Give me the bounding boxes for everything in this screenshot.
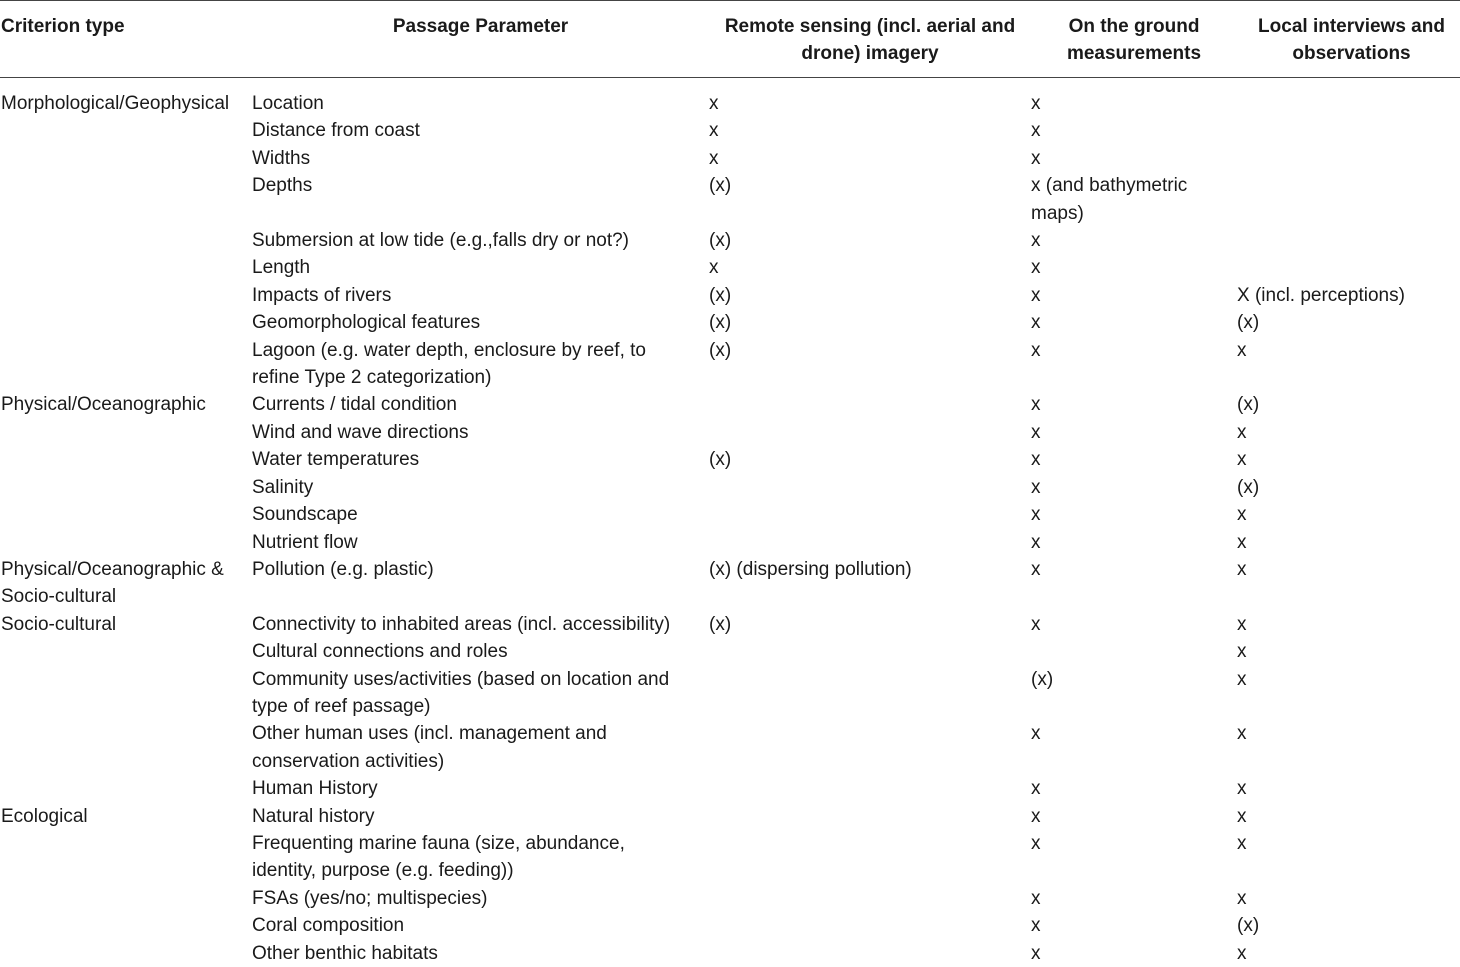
passage-parameter-cell: Water temperatures (252, 446, 709, 473)
criterion-type-cell (0, 254, 252, 281)
remote-sensing-cell (709, 419, 1031, 446)
local-interviews-cell: x (1237, 803, 1460, 830)
table-row (0, 830, 1460, 885)
criterion-type-cell (0, 337, 252, 392)
on-ground-cell: x (1031, 446, 1237, 473)
remote-sensing-cell: x (709, 117, 1031, 144)
on-ground-cell: x (1031, 309, 1237, 336)
on-ground-cell: x (1031, 720, 1237, 775)
passage-parameter-cell: Nutrient flow (252, 529, 709, 556)
criterion-type-cell: Morphological/Geophysical (0, 78, 252, 118)
criterion-type-cell (0, 117, 252, 144)
remote-sensing-cell: (x) (709, 337, 1031, 392)
table-header (0, 1, 1460, 78)
criterion-type-cell: Ecological (0, 803, 252, 830)
table-row (0, 803, 1460, 830)
criterion-type-cell: Socio-cultural (0, 611, 252, 638)
passage-parameter-cell: Location (252, 78, 709, 118)
remote-sensing-cell (709, 912, 1031, 939)
remote-sensing-cell: (x) (709, 282, 1031, 309)
table-row (0, 309, 1460, 336)
on-ground-cell: x (1031, 912, 1237, 939)
on-ground-cell: x (1031, 803, 1237, 830)
table-row (0, 501, 1460, 528)
passage-parameter-cell: Other benthic habitats (252, 940, 709, 967)
table-row (0, 145, 1460, 172)
on-ground-cell: x (1031, 254, 1237, 281)
table-row (0, 666, 1460, 721)
passage-parameter-cell: Connectivity to inhabited areas (incl. accessibility) (252, 611, 709, 638)
criterion-type-cell (0, 309, 252, 336)
local-interviews-cell (1237, 117, 1460, 144)
passage-parameter-cell: Frequenting marine fauna (size, abundance, identity, purpose (e.g. feeding)) (252, 830, 709, 885)
criterion-type-cell (0, 666, 252, 721)
table-row (0, 391, 1460, 418)
remote-sensing-cell (709, 720, 1031, 775)
table-row (0, 337, 1460, 392)
remote-sensing-cell (709, 529, 1031, 556)
criterion-type-cell (0, 501, 252, 528)
header-on-ground: On the ground measurements (1031, 1, 1237, 78)
header-passage-parameter: Passage Parameter (252, 1, 709, 78)
criterion-type-cell (0, 775, 252, 802)
local-interviews-cell: x (1237, 446, 1460, 473)
passage-parameter-cell: Geomorphological features (252, 309, 709, 336)
header-row (0, 1, 1460, 78)
on-ground-cell: x (1031, 940, 1237, 967)
on-ground-cell (1031, 638, 1237, 665)
local-interviews-cell: x (1237, 720, 1460, 775)
remote-sensing-cell: (x) (709, 227, 1031, 254)
passage-parameter-cell: Depths (252, 172, 709, 227)
on-ground-cell: x (1031, 78, 1237, 118)
table-row (0, 172, 1460, 227)
table-row (0, 775, 1460, 802)
remote-sensing-cell (709, 391, 1031, 418)
criterion-type-cell (0, 830, 252, 885)
table-body (0, 78, 1460, 967)
criterion-type-cell (0, 172, 252, 227)
on-ground-cell: x (1031, 227, 1237, 254)
local-interviews-cell: x (1237, 885, 1460, 912)
header-remote-sensing: Remote sensing (incl. aerial and drone) imagery (709, 1, 1031, 78)
table-row (0, 117, 1460, 144)
remote-sensing-cell (709, 885, 1031, 912)
local-interviews-cell: (x) (1237, 474, 1460, 501)
passage-parameter-cell: Currents / tidal condition (252, 391, 709, 418)
passage-parameter-cell: Other human uses (incl. management and conservation activities) (252, 720, 709, 775)
local-interviews-cell: x (1237, 611, 1460, 638)
local-interviews-cell (1237, 145, 1460, 172)
passage-parameter-cell: Coral composition (252, 912, 709, 939)
header-criterion-type: Criterion type (0, 1, 252, 78)
passage-parameter-cell: Natural history (252, 803, 709, 830)
remote-sensing-cell: x (709, 254, 1031, 281)
on-ground-cell: x (1031, 474, 1237, 501)
passage-parameter-cell: Community uses/activities (based on location and type of reef passage) (252, 666, 709, 721)
remote-sensing-cell (709, 638, 1031, 665)
on-ground-cell: x (1031, 501, 1237, 528)
local-interviews-cell: x (1237, 556, 1460, 611)
criterion-type-cell: Physical/Oceanographic & Socio-cultural (0, 556, 252, 611)
local-interviews-cell: x (1237, 638, 1460, 665)
table-row (0, 419, 1460, 446)
on-ground-cell: x (and bathymetric maps) (1031, 172, 1237, 227)
criterion-type-cell (0, 885, 252, 912)
local-interviews-cell: x (1237, 830, 1460, 885)
header-local-interviews: Local interviews and observations (1237, 1, 1460, 78)
passage-parameter-cell: Submersion at low tide (e.g.,falls dry or not?) (252, 227, 709, 254)
remote-sensing-cell (709, 830, 1031, 885)
remote-sensing-cell: (x) (709, 611, 1031, 638)
table-row (0, 720, 1460, 775)
table-row (0, 474, 1460, 501)
criterion-type-cell (0, 419, 252, 446)
remote-sensing-cell (709, 803, 1031, 830)
table-row (0, 282, 1460, 309)
table-row (0, 638, 1460, 665)
on-ground-cell: x (1031, 419, 1237, 446)
on-ground-cell: x (1031, 556, 1237, 611)
on-ground-cell: x (1031, 282, 1237, 309)
on-ground-cell: x (1031, 391, 1237, 418)
table-row (0, 446, 1460, 473)
local-interviews-cell: (x) (1237, 912, 1460, 939)
table-row (0, 556, 1460, 611)
on-ground-cell: x (1031, 337, 1237, 392)
local-interviews-cell: X (incl. perceptions) (1237, 282, 1460, 309)
remote-sensing-cell: (x) (709, 309, 1031, 336)
local-interviews-cell: x (1237, 501, 1460, 528)
passage-parameter-cell: Lagoon (e.g. water depth, enclosure by reef, to refine Type 2 categorization) (252, 337, 709, 392)
on-ground-cell: x (1031, 529, 1237, 556)
remote-sensing-cell (709, 666, 1031, 721)
remote-sensing-cell: (x) (709, 172, 1031, 227)
on-ground-cell: (x) (1031, 666, 1237, 721)
passage-parameter-cell: Human History (252, 775, 709, 802)
remote-sensing-cell (709, 775, 1031, 802)
passage-parameter-cell: Impacts of rivers (252, 282, 709, 309)
passage-parameter-cell: Salinity (252, 474, 709, 501)
passage-parameter-cell: FSAs (yes/no; multispecies) (252, 885, 709, 912)
local-interviews-cell: x (1237, 529, 1460, 556)
table-row (0, 78, 1460, 118)
criterion-type-cell (0, 227, 252, 254)
on-ground-cell: x (1031, 117, 1237, 144)
criterion-type-cell (0, 912, 252, 939)
local-interviews-cell: x (1237, 775, 1460, 802)
passage-parameter-cell: Widths (252, 145, 709, 172)
table-row (0, 254, 1460, 281)
local-interviews-cell: x (1237, 419, 1460, 446)
table-row (0, 227, 1460, 254)
table-row (0, 529, 1460, 556)
table-row (0, 611, 1460, 638)
passage-parameter-cell: Soundscape (252, 501, 709, 528)
criterion-type-cell (0, 145, 252, 172)
on-ground-cell: x (1031, 830, 1237, 885)
on-ground-cell: x (1031, 885, 1237, 912)
passage-parameter-cell: Wind and wave directions (252, 419, 709, 446)
remote-sensing-cell: (x) (dispersing pollution) (709, 556, 1031, 611)
local-interviews-cell (1237, 227, 1460, 254)
local-interviews-cell: (x) (1237, 391, 1460, 418)
passage-parameter-cell: Distance from coast (252, 117, 709, 144)
criterion-type-cell (0, 446, 252, 473)
remote-sensing-cell: x (709, 78, 1031, 118)
remote-sensing-cell: (x) (709, 446, 1031, 473)
remote-sensing-cell: x (709, 145, 1031, 172)
table-row (0, 912, 1460, 939)
passage-parameter-cell: Cultural connections and roles (252, 638, 709, 665)
local-interviews-cell (1237, 172, 1460, 227)
passage-parameter-cell: Length (252, 254, 709, 281)
criterion-type-cell (0, 282, 252, 309)
local-interviews-cell: (x) (1237, 309, 1460, 336)
criterion-type-cell: Physical/Oceanographic (0, 391, 252, 418)
local-interviews-cell (1237, 78, 1460, 118)
on-ground-cell: x (1031, 145, 1237, 172)
criterion-type-cell (0, 638, 252, 665)
criterion-type-cell (0, 474, 252, 501)
local-interviews-cell: x (1237, 337, 1460, 392)
local-interviews-cell (1237, 254, 1460, 281)
passage-parameter-cell: Pollution (e.g. plastic) (252, 556, 709, 611)
remote-sensing-cell (709, 501, 1031, 528)
on-ground-cell: x (1031, 775, 1237, 802)
criterion-type-cell (0, 529, 252, 556)
local-interviews-cell: x (1237, 940, 1460, 967)
table-row (0, 885, 1460, 912)
remote-sensing-cell (709, 474, 1031, 501)
on-ground-cell: x (1031, 611, 1237, 638)
criterion-type-cell (0, 720, 252, 775)
local-interviews-cell: x (1237, 666, 1460, 721)
